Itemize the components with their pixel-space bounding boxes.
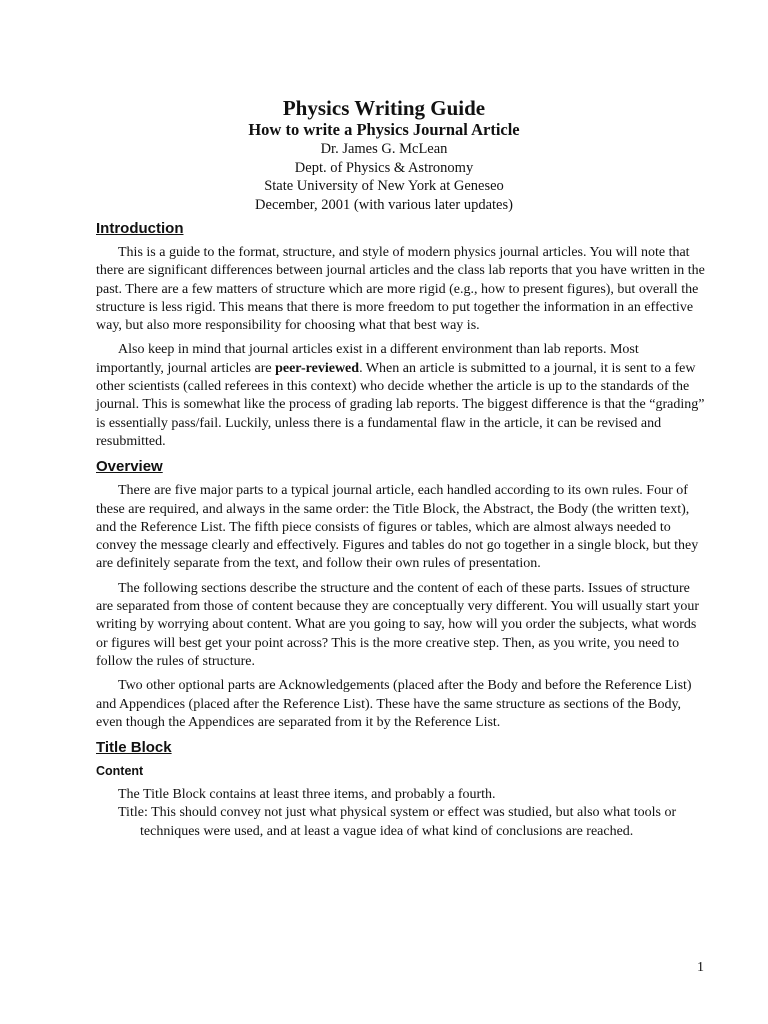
- overview-paragraph-1: There are five major parts to a typical journal article, each handled according to its own rules. Four of these are required, and always in the same order: the Title Block, the Abstract, the Body (the written text), and the Reference List. The fifth piece consists of figures or tables, which are almost always needed to convey the message clearly and effectively. Figures and tables do not go together in a single block, but they are definitely separate from the text, and follow their own rules of presentation.: [96, 483, 699, 572]
- title-block-heading: Title Block: [96, 739, 172, 757]
- author-department: Dept. of Physics & Astronomy: [294, 159, 474, 176]
- title-block-paragraph-1: [96, 786, 706, 804]
- intro-p2-text-before: Also keep in mind that journal articles exist in a different environment than lab reports. Most importantly, journal articles are: [96, 342, 639, 376]
- title-block-p1-text: The Title Block contains at least three items, and probably a fourth.: [118, 787, 496, 803]
- title-block-header: [0, 96, 768, 214]
- document-title: Physics Writing Guide: [282, 96, 486, 120]
- intro-p2-text-after: . When an article is submitted to a journal, it is sent to a few other scientists (called referees in this context) who decide whether the article is up to the standards of the journal. This is somewhat like the process of grading lab reports. The biggest difference is that the “grading” is essentially pass/fail. Luckily, unless there is a fundamental flaw in the article, it can be revised and resubmitted.: [96, 360, 705, 449]
- overview-heading: Overview: [96, 458, 163, 476]
- introduction-section: [96, 219, 706, 451]
- author-university: State University of New York at Geneseo: [264, 178, 504, 194]
- introduction-paragraph-1: This is a guide to the format, structure, and style of modern physics journal articles. You will note that there are significant differences between journal articles and the class lab reports that you have written in the past. There are a few matters of structure which are more rigid (e.g., how to present figures), but overall the structure is less rigid. This means that there is more freedom to put together the information in an effective way, but also more responsibility for choosing what that best way is.: [96, 245, 705, 334]
- peer-reviewed-bold: peer-reviewed: [275, 360, 360, 376]
- title-block-section: [96, 738, 706, 841]
- content-subheading: Content: [96, 764, 144, 779]
- title-item-paragraph: Title: This should convey not just what physical system or effect was studied, but also what tools or techniques were used, and at least a vague idea of what kind of conclusions are reached.: [118, 805, 677, 839]
- document-date: December, 2001 (with various later updates): [255, 196, 513, 213]
- overview-section: [96, 457, 706, 732]
- overview-paragraph-3: Two other optional parts are Acknowledgements (placed after the Body and before the Reference List) and Appendices (placed after the Reference List). These have the same structure as sections of the Body, even though the Appendices are separated from it by the Reference List.: [96, 678, 692, 730]
- overview-paragraph-2: The following sections describe the structure and the content of each of these parts. Issues of structure are separated from those of content because they are conceptually very different. You will usually start your writing by worrying about content. What are you going to say, how will you order the subjects, what words or figures will best get your point across? This is the more creative step. Then, as you write, you need to follow the rules of structure.: [96, 580, 700, 669]
- introduction-heading: Introduction: [96, 220, 184, 237]
- document-body: [96, 219, 706, 847]
- author-name: Dr. James G. McLean: [320, 141, 448, 157]
- introduction-paragraph-2: [96, 341, 706, 451]
- page-number: 1: [697, 960, 704, 975]
- document-subtitle: How to write a Physics Journal Article: [248, 120, 520, 139]
